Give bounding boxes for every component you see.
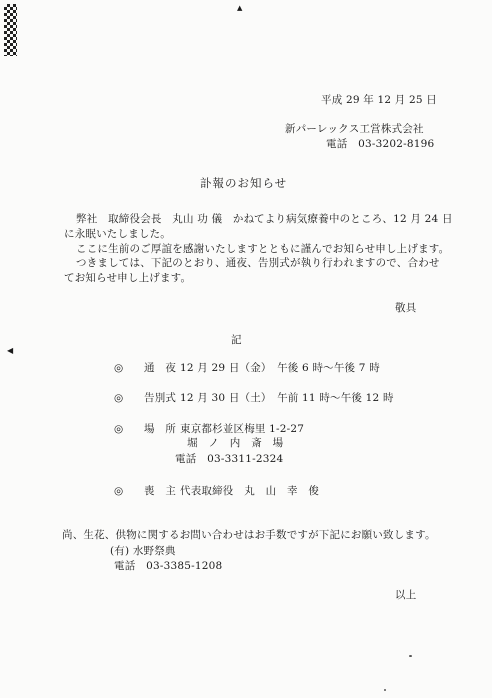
body-line: つきましては、下記のとおり、通夜、告別式が執り行われますので、合わせ (76, 257, 440, 269)
bullet-symbol: ◎ (114, 392, 124, 404)
page-title: 訃報のお知らせ (200, 176, 288, 190)
scan-speck (384, 689, 386, 691)
detail-value: 12 月 30 日（土） 午前 11 時〜午後 12 時 (180, 392, 394, 404)
ki-heading: 記 (231, 334, 242, 346)
body-line: 弊社 取締役会長 丸山 功 儀 かねてより病気療養中のところ、12 月 24 日 (76, 213, 453, 225)
detail-row-basho (114, 422, 304, 436)
body-line: ここに生前のご厚誼を感謝いたしますとともに謹んでお知らせ申し上げます。 (76, 243, 450, 255)
sender-company: 新パーレックス工営株式会社 (285, 123, 424, 135)
detail-value: 12 月 29 日（金） 午後 6 時〜午後 7 時 (180, 362, 380, 374)
sender-phone: 電話 03-3202-8196 (326, 138, 435, 150)
bullet-symbol: ◎ (114, 362, 124, 374)
venue-name: 堀 ノ 内 斎 場 (187, 437, 284, 449)
detail-value: 代表取締役 丸 山 幸 俊 (180, 485, 320, 497)
venue-phone: 電話 03-3311-2324 (175, 453, 284, 465)
scan-triangle-mark: ▲ (237, 4, 243, 12)
detail-row-tsuya (114, 361, 380, 375)
detail-label: 喪 主 (144, 485, 177, 497)
contact-name: (有) 水野祭典 (110, 545, 176, 557)
contact-phone: 電話 03-3385-1208 (114, 560, 223, 572)
detail-label: 通 夜 (144, 362, 177, 374)
body-line: てお知らせ申し上げます。 (64, 272, 192, 284)
inquiry-notice: 尚、生花、供物に関するお問い合わせはお手数ですが下記にお願い致します。 (62, 529, 436, 541)
scan-speck (409, 655, 412, 657)
bullet-symbol: ◎ (114, 485, 124, 497)
bullet-symbol: ◎ (114, 423, 124, 435)
scan-arrow-mark: ◀ (7, 346, 14, 355)
scan-registration-mark (4, 4, 17, 56)
detail-value: 東京都杉並区梅里 1-2-27 (180, 423, 305, 435)
letter-date: 平成 29 年 12 月 25 日 (321, 94, 438, 106)
detail-label: 告別式 (144, 392, 177, 404)
detail-row-kokubetsushiki (114, 391, 394, 405)
body-line: に永眠いたしました。 (64, 228, 171, 240)
detail-row-moshu (114, 484, 319, 498)
closing-ijou: 以上 (395, 589, 417, 601)
closing-keigu: 敬具 (395, 302, 417, 314)
detail-label: 場 所 (144, 423, 177, 435)
